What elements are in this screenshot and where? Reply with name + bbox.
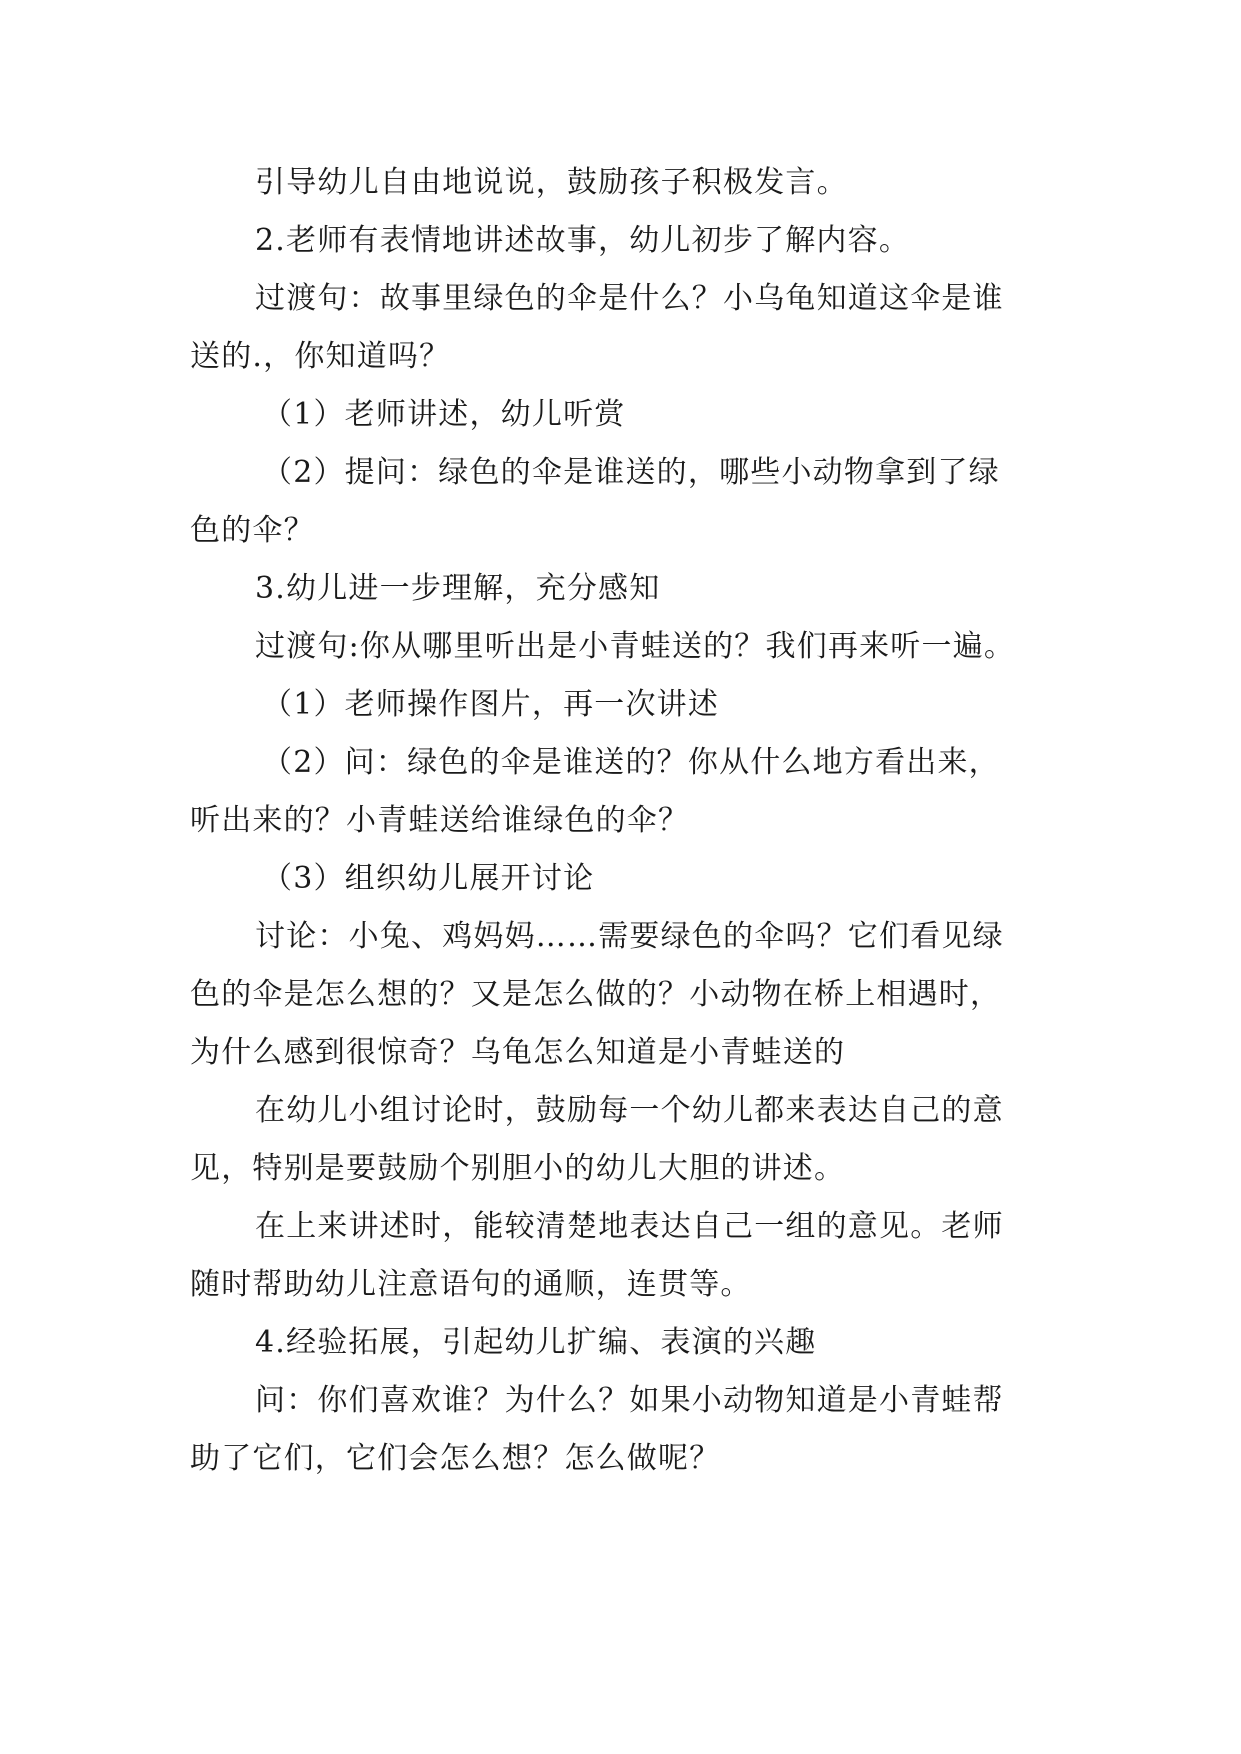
- paragraph-line: 过渡句:你从哪里听出是小青蛙送的？我们再来听一遍。: [255, 629, 1016, 664]
- section-heading-3: 3.幼儿进一步理解，充分感知: [255, 571, 661, 606]
- section-heading-4: 4.经验拓展，引起幼儿扩编、表演的兴趣: [255, 1325, 817, 1360]
- paragraph-line: 讨论：小兔、鸡妈妈……需要绿色的伞吗？它们看见绿: [255, 919, 1004, 954]
- paragraph-line: 送的.，你知道吗？: [190, 339, 451, 374]
- paragraph-line: 助了它们，它们会怎么想？怎么做呢？: [190, 1441, 721, 1476]
- paragraph-line: 为什么感到很惊奇？乌龟怎么知道是小青蛙送的: [190, 1035, 846, 1070]
- paragraph-line: 色的伞是怎么想的？又是怎么做的？小动物在桥上相遇时，: [190, 977, 1002, 1012]
- paragraph-line: 色的伞？: [190, 513, 315, 548]
- paragraph-line: 见，特别是要鼓励个别胆小的幼儿大胆的讲述。: [190, 1151, 846, 1186]
- paragraph-line: 听出来的？小青蛙送给谁绿色的伞？: [190, 803, 690, 838]
- list-item: （3）组织幼儿展开讨论: [262, 861, 595, 896]
- section-heading-2: 2.老师有表情地讲述故事，幼儿初步了解内容。: [255, 223, 911, 258]
- paragraph-line: 过渡句：故事里绿色的伞是什么？小乌龟知道这伞是谁: [255, 281, 1004, 316]
- paragraph-line: 在上来讲述时，能较清楚地表达自己一组的意见。老师: [255, 1209, 1004, 1244]
- paragraph-line: 在幼儿小组讨论时，鼓励每一个幼儿都来表达自己的意: [255, 1093, 1004, 1128]
- list-item: （2）问：绿色的伞是谁送的？你从什么地方看出来，: [262, 745, 1000, 780]
- list-item: （2）提问：绿色的伞是谁送的，哪些小动物拿到了绿: [262, 455, 1000, 490]
- paragraph-line: 引导幼儿自由地说说，鼓励孩子积极发言。: [255, 165, 848, 200]
- list-item: （1）老师操作图片，再一次讲述: [262, 687, 720, 722]
- list-item: （1）老师讲述，幼儿听赏: [262, 397, 626, 432]
- paragraph-line: 随时帮助幼儿注意语句的通顺，连贯等。: [190, 1267, 752, 1302]
- paragraph-line: 问：你们喜欢谁？为什么？如果小动物知道是小青蛙帮: [255, 1383, 1004, 1418]
